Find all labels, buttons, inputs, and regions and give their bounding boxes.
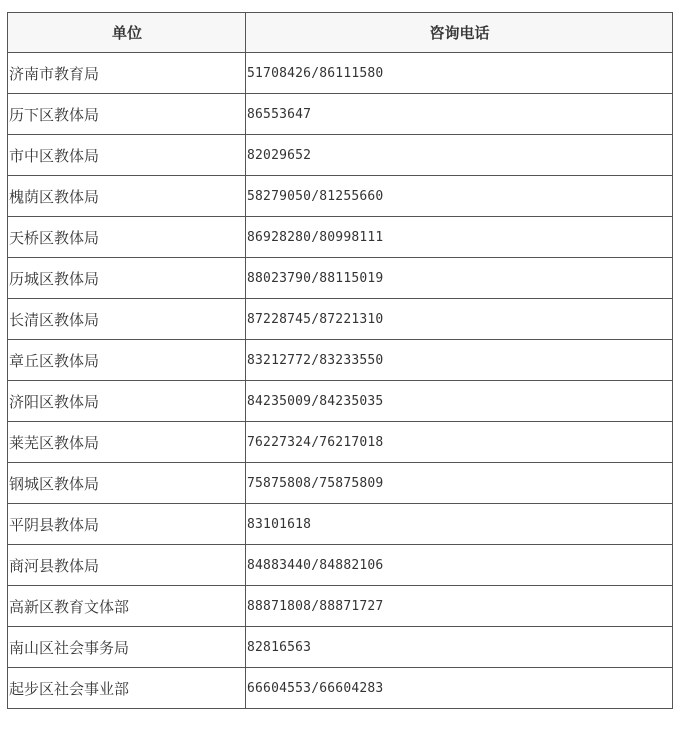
phone-cell: 84235009/84235035	[246, 381, 673, 422]
table-row	[8, 258, 673, 299]
phone-cell: 83212772/83233550	[246, 340, 673, 381]
table-row	[8, 422, 673, 463]
phone-cell: 84883440/84882106	[246, 545, 673, 586]
table-body	[8, 53, 673, 709]
phone-cell: 58279050/81255660	[246, 176, 673, 217]
unit-cell: 南山区社会事务局	[8, 627, 246, 668]
table-row	[8, 668, 673, 709]
column-header-phone: 咨询电话	[246, 13, 673, 53]
table-row	[8, 627, 673, 668]
unit-cell: 商河县教体局	[8, 545, 246, 586]
phone-cell: 87228745/87221310	[246, 299, 673, 340]
phone-cell: 75875808/75875809	[246, 463, 673, 504]
table-row	[8, 217, 673, 258]
phone-cell: 86928280/80998111	[246, 217, 673, 258]
unit-cell: 钢城区教体局	[8, 463, 246, 504]
table-row	[8, 135, 673, 176]
table-row	[8, 299, 673, 340]
table-row	[8, 463, 673, 504]
table-row	[8, 504, 673, 545]
phone-cell: 82816563	[246, 627, 673, 668]
unit-cell: 济南市教育局	[8, 53, 246, 94]
unit-cell: 济阳区教体局	[8, 381, 246, 422]
unit-cell: 槐荫区教体局	[8, 176, 246, 217]
contact-table	[7, 12, 673, 709]
unit-cell: 历下区教体局	[8, 94, 246, 135]
table-row	[8, 545, 673, 586]
phone-cell: 82029652	[246, 135, 673, 176]
unit-cell: 章丘区教体局	[8, 340, 246, 381]
phone-cell: 76227324/76217018	[246, 422, 673, 463]
table-row	[8, 586, 673, 627]
column-header-unit: 单位	[8, 13, 246, 53]
phone-cell: 51708426/86111580	[246, 53, 673, 94]
table-row	[8, 381, 673, 422]
table-row	[8, 340, 673, 381]
phone-cell: 86553647	[246, 94, 673, 135]
unit-cell: 高新区教育文体部	[8, 586, 246, 627]
phone-cell: 83101618	[246, 504, 673, 545]
table-row	[8, 53, 673, 94]
unit-cell: 平阴县教体局	[8, 504, 246, 545]
table-row	[8, 94, 673, 135]
phone-cell: 66604553/66604283	[246, 668, 673, 709]
table-row	[8, 176, 673, 217]
unit-cell: 市中区教体局	[8, 135, 246, 176]
unit-cell: 起步区社会事业部	[8, 668, 246, 709]
phone-cell: 88871808/88871727	[246, 586, 673, 627]
unit-cell: 天桥区教体局	[8, 217, 246, 258]
unit-cell: 历城区教体局	[8, 258, 246, 299]
unit-cell: 莱芜区教体局	[8, 422, 246, 463]
phone-cell: 88023790/88115019	[246, 258, 673, 299]
unit-cell: 长清区教体局	[8, 299, 246, 340]
table-header-row	[8, 13, 673, 53]
